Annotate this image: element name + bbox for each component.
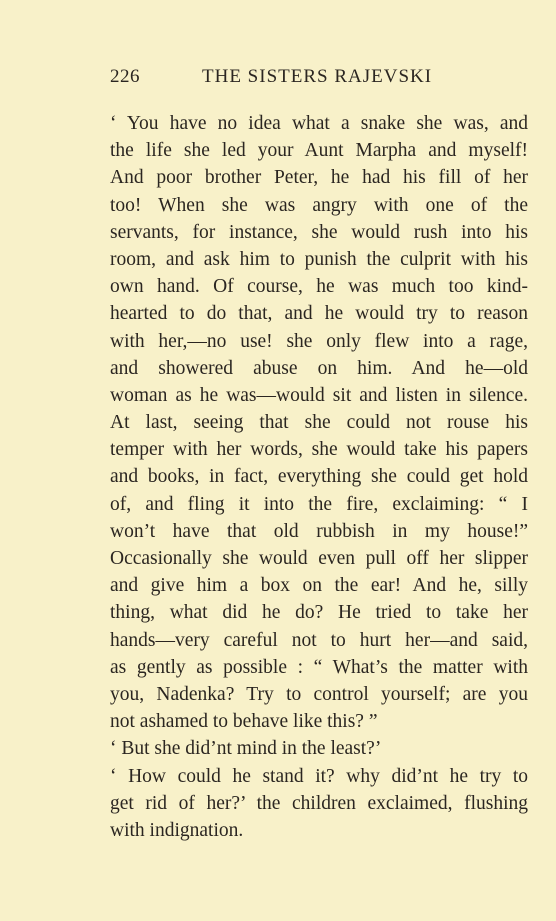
text-line: and showered abuse on him. And he—old <box>110 357 528 379</box>
text-line: ‘ But she did’nt mind in the least?’ <box>110 738 382 760</box>
text-line: not ashamed to behave like this? ” <box>110 711 378 733</box>
text-line: Occasionally she would even pull off her slipper <box>110 548 528 569</box>
text-line: temper with her words, she would take his papers <box>110 439 528 461</box>
page-number: 226 <box>110 66 140 87</box>
body-text <box>110 110 528 844</box>
running-head <box>110 66 528 94</box>
text-line: hearted to do that, and he would try to reason <box>110 303 528 325</box>
text-line: as gently as possible : “ What’s the matter with <box>110 656 528 678</box>
text-line: At last, seeing that she could not rouse his <box>110 412 528 434</box>
text-line: hands—very careful not to hurt her—and said, <box>110 629 528 651</box>
text-line: with indignation. <box>110 819 244 841</box>
text-line: woman as he was—would sit and listen in silence. <box>110 384 528 406</box>
text-line: and books, in fact, everything she could get hold <box>110 466 528 488</box>
text-line: with her,—no use! she only flew into a rage, <box>110 330 528 352</box>
text-line: own hand. Of course, he was much too kind- <box>110 276 528 298</box>
text-line: thing, what did he do? He tried to take her <box>110 602 528 624</box>
text-line: won’t have that old rubbish in my house!” <box>110 520 528 542</box>
text-line: And poor brother Peter, he had his fill of her <box>110 167 528 189</box>
running-title: THE SISTERS RAJEVSKI <box>202 66 433 87</box>
text-line: of, and fling it into the fire, exclaiming: “ I <box>110 493 528 515</box>
text-line: ‘ You have no idea what a snake she was, and <box>110 113 528 134</box>
text-line: the life she led your Aunt Marpha and myself! <box>110 140 528 162</box>
text-line: you, Nadenka? Try to control yourself; are you <box>110 683 528 705</box>
text-line: too! When she was angry with one of the <box>110 194 528 216</box>
text-line: ‘ How could he stand it? why did’nt he try to <box>110 765 528 787</box>
text-line: get rid of her?’ the children exclaimed, flushing <box>110 792 528 814</box>
text-line: room, and ask him to punish the culprit with his <box>110 248 528 270</box>
text-line: and give him a box on the ear! And he, silly <box>110 575 528 597</box>
text-line: servants, for instance, she would rush into his <box>110 221 528 243</box>
